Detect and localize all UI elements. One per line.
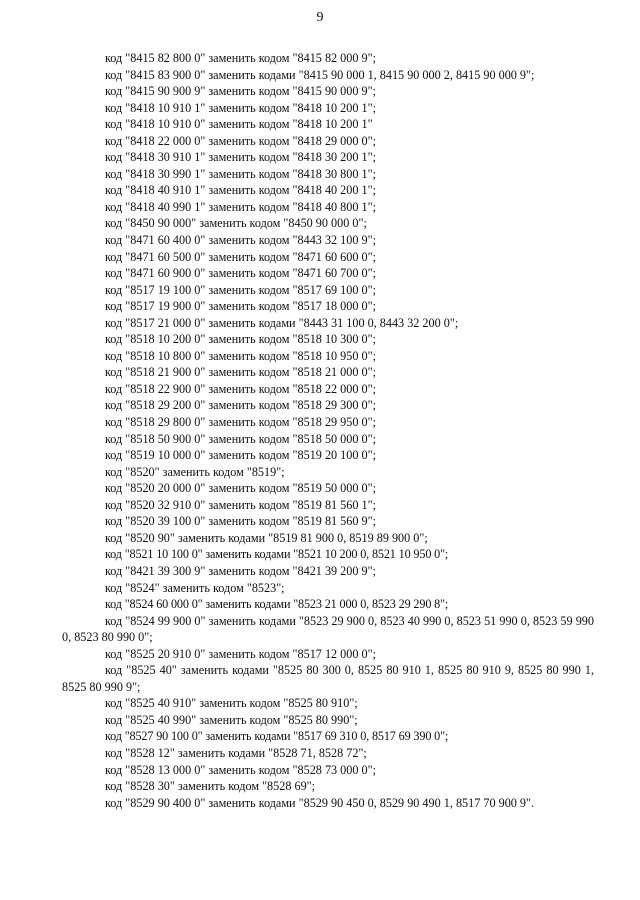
paragraph-27: код "8520 20 000 0" заменить кодом "8519 50 000 0"; [105,481,376,496]
paragraph-36: код "8525 20 910 0" заменить кодом "8517 12 000 0"; [105,646,376,661]
paragraph-18: код "8518 10 200 0" заменить кодом "8518 10 300 0"; [105,332,376,347]
paragraph-7: код "8418 30 910 1" заменить кодом "8418 30 200 1"; [105,150,376,165]
paragraph-22: код "8518 29 200 0" заменить кодом "8518 29 300 0"; [105,398,376,413]
paragraph-9: код "8418 40 910 1" заменить кодом "8418 40 200 1"; [105,183,376,198]
paragraph-40: код "8527 90 100 0" заменить кодами "8517 69 310 0, 8517 69 390 0"; [105,729,449,744]
paragraph-14: код "8471 60 900 0" заменить кодом "8471 60 700 0"; [105,266,376,281]
paragraph-34: код "8524 60 000 0" заменить кодами "8523 21 000 0, 8523 29 290 8"; [105,597,449,612]
document-body [62,50,594,811]
paragraph-35: код "8524 99 900 0" заменить кодами "8523 29 900 0, 8523 40 990 0, 8523 51 990 0, 8523 59 990 0, 8523 80 990 0"; [62,613,594,645]
paragraph-33: код "8524" заменить кодом "8523"; [105,580,285,595]
paragraph-12: код "8471 60 400 0" заменить кодом "8443 32 100 9"; [105,233,376,248]
paragraph-26: код "8520" заменить кодом "8519"; [105,464,285,479]
paragraph-28: код "8520 32 910 0" заменить кодом "8519 81 560 1"; [105,497,376,512]
paragraph-29: код "8520 39 100 0" заменить кодом "8519 81 560 9"; [105,514,376,529]
paragraph-3: код "8415 90 900 9" заменить кодом "8415 90 000 9"; [105,84,376,99]
paragraph-42: код "8528 13 000 0" заменить кодом "8528 73 000 0"; [105,762,376,777]
paragraph-44: код "8529 90 400 0" заменить кодами "8529 90 450 0, 8529 90 490 1, 8517 70 900 9". [105,795,535,810]
paragraph-24: код "8518 50 900 0" заменить кодом "8518 50 000 0"; [105,431,376,446]
paragraph-8: код "8418 30 990 1" заменить кодом "8418 30 800 1"; [105,166,376,181]
paragraph-43: код "8528 30" заменить кодом "8528 69"; [105,779,316,794]
paragraph-16: код "8517 19 900 0" заменить кодом "8517 18 000 0"; [105,299,376,314]
paragraph-20: код "8518 21 900 0" заменить кодом "8518 21 000 0"; [105,365,376,380]
paragraph-19: код "8518 10 800 0" заменить кодом "8518 10 950 0"; [105,348,376,363]
paragraph-10: код "8418 40 990 1" заменить кодом "8418 40 800 1"; [105,199,376,214]
paragraph-31: код "8521 10 100 0" заменить кодами "8521 10 200 0, 8521 10 950 0"; [105,547,449,562]
paragraph-25: код "8519 10 000 0" заменить кодом "8519 20 100 0"; [105,448,376,463]
paragraph-39: код "8525 40 990" заменить кодом "8525 80 990"; [105,712,358,727]
paragraph-38: код "8525 40 910" заменить кодом "8525 80 910"; [105,696,358,711]
paragraph-4: код "8418 10 910 1" заменить кодом "8418 10 200 1"; [105,100,376,115]
paragraph-15: код "8517 19 100 0" заменить кодом "8517 69 100 0"; [105,282,376,297]
paragraph-21: код "8518 22 900 0" заменить кодом "8518 22 000 0"; [105,381,376,396]
paragraph-2: код "8415 83 900 0" заменить кодами "8415 90 000 1, 8415 90 000 2, 8415 90 000 9"; [105,67,535,82]
paragraph-5: код "8418 10 910 0" заменить кодом "8418 10 200 1" [105,117,373,132]
paragraph-17: код "8517 21 000 0" заменить кодами "8443 31 100 0, 8443 32 200 0"; [105,315,459,330]
paragraph-37: код "8525 40" заменить кодами "8525 80 300 0, 8525 80 910 1, 8525 80 910 9, 8525 80 990 1, 8525 80 990 9"; [62,663,594,694]
paragraph-23: код "8518 29 800 0" заменить кодом "8518 29 950 0"; [105,415,376,430]
paragraph-6: код "8418 22 000 0" заменить кодом "8418 29 000 0"; [105,133,376,148]
paragraph-11: код "8450 90 000" заменить кодом "8450 90 000 0"; [105,216,367,231]
paragraph-1: код "8415 82 800 0" заменить кодом "8415 82 000 9"; [105,51,376,65]
paragraph-30: код "8520 90" заменить кодами "8519 81 900 0, 8519 89 900 0"; [105,530,428,545]
paragraph-32: код "8421 39 300 9" заменить кодом "8421 39 200 9"; [105,563,376,578]
page-number: 9 [316,10,324,25]
paragraph-41: код "8528 12" заменить кодами "8528 71, 8528 72"; [105,745,367,760]
paragraph-13: код "8471 60 500 0" заменить кодом "8471 60 600 0"; [105,249,376,264]
